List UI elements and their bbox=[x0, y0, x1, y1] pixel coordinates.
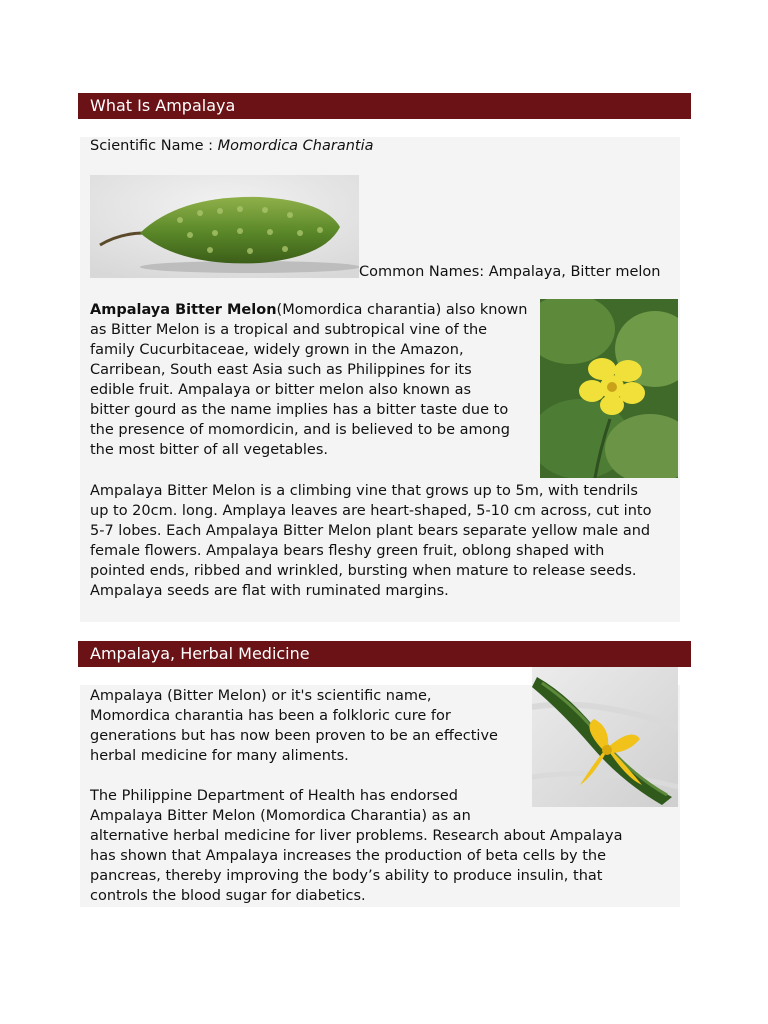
common-names: Common Names: Ampalaya, Bitter melon bbox=[359, 264, 661, 280]
scientific-name: Scientific Name : Momordica Charantia bbox=[90, 138, 374, 154]
bitter-melon-fruit-image bbox=[90, 175, 359, 278]
herbal-intro-paragraph: Ampalaya (Bitter Melon) or it's scientific name, Momordica charantia has been a folkloric cure for generations but has now been proven to be an effective herbal medicine for many aliments. bbox=[90, 688, 498, 764]
section-header-what-is-ampalaya bbox=[78, 93, 691, 119]
intro-paragraph: Ampalaya Bitter Melon(Momordica charantia) also known as Bitter Melon is a tropical and subtropical vine of the family Cucurbitaceae, widely grown in the Amazon, Carribean, South east Asia such as Philippines for its edible fruit. Ampalaya or bitter melon also known as bitter gourd as the name implies has a bitter taste due to the presence of momordicin, and is believed to be among the most bitter of all vegetables. bbox=[90, 302, 528, 458]
section-title: What Is Ampalaya bbox=[90, 96, 236, 115]
description-paragraph: Ampalaya Bitter Melon is a climbing vine that grows up to 5m, with tendrils up to 20cm. long. Amplaya leaves are heart-shaped, 5-10 cm across, cut into 5-7 lobes. Each Ampalaya Bitter Melon plant bears separate yellow male and female flowers. Ampalaya bears fleshy green fruit, oblong shaped with pointed ends, ribbed and wrinkled, bursting when mature to release seeds. Ampalaya seeds are flat with ruminated margins. bbox=[90, 483, 652, 599]
section-title: Ampalaya, Herbal Medicine bbox=[90, 644, 310, 663]
doh-endorsement-paragraph: The Philippine Department of Health has endorsed Ampalaya Bitter Melon (Momordica Charantia) as an alternative herbal medicine for liver problems. Research about Ampalaya has shown that Ampalaya increases the production of beta cells by the pancreas, thereby improving the body’s ability to produce insulin, that controls the blood sugar for diabetics. bbox=[90, 788, 623, 904]
yellow-flower-image bbox=[540, 299, 678, 478]
section-header-herbal-medicine bbox=[78, 641, 691, 667]
